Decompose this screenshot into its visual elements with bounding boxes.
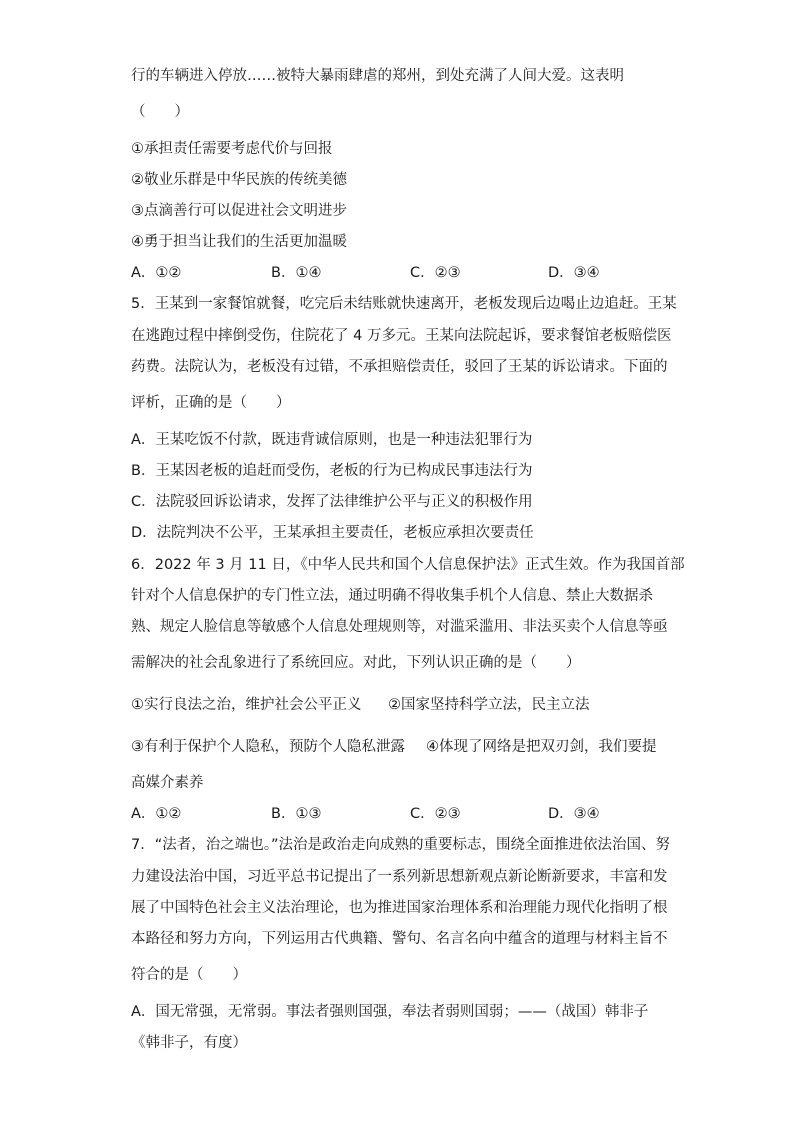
q6-statement-row-1 bbox=[131, 695, 671, 715]
q6-options bbox=[131, 804, 651, 824]
q5-stem-line-3: 药费。法院认为，老板没有过错，不承担赔偿责任，驳回了王某的诉讼请求。下面的 bbox=[131, 359, 668, 375]
q5-option-a: A．王某吃饭不付款，既违背诚信原则，也是一种违法犯罪行为 bbox=[131, 432, 533, 448]
q7-stem-line-3: 展了中国特色社会主义法治理论，也为推进国家治理体系和治理能力现代化指明了根 bbox=[131, 900, 668, 916]
q5-option-d: D．法院判决不公平，王某承担主要责任，老板应承担次要责任 bbox=[131, 525, 534, 541]
q6-statement-2: ②国家坚持科学立法，民主立法 bbox=[388, 697, 590, 713]
q4-answer-blank: （ ） bbox=[131, 104, 189, 120]
q4-statement-4: ④勇于担当让我们的生活更加温暖 bbox=[131, 234, 347, 250]
q6-statement-3: ③有利于保护个人隐私，预防个人隐私泄露 bbox=[131, 739, 405, 755]
q5-option-b: B．王某因老板的追赶而受伤，老板的行为已构成民事违法行为 bbox=[131, 463, 533, 479]
q5-stem-line-4: 评析，正确的是（ ） bbox=[131, 395, 291, 411]
q4-statement-1: ①承担责任需要考虑代价与回报 bbox=[131, 141, 333, 157]
q4-option-b: B．①④ bbox=[271, 265, 322, 281]
q4-statement-3: ③点滴善行可以促进社会文明进步 bbox=[131, 203, 347, 219]
q6-statement-row-2 bbox=[131, 737, 671, 757]
q6-statement-4: ④体现了网络是把双刃剑，我们要提 bbox=[426, 739, 657, 755]
q6-stem-line-1: 6．2022 年 3 月 11 日，《中华人民共和国个人信息保护法》正式生效。作为我国首部 bbox=[131, 557, 685, 573]
q5-stem-line-2: 在逃跑过程中摔倒受伤，住院花了 4 万多元。王某向法院起诉，要求餐馆老板赔偿医 bbox=[131, 328, 672, 344]
q4-options bbox=[131, 263, 651, 283]
q6-stem-line-4: 需解决的社会乱象进行了系统回应。对此，下列认识正确的是（ ） bbox=[131, 655, 581, 671]
q6-statement-1: ①实行良法之治，维护社会公平正义 bbox=[131, 697, 362, 713]
q6-option-b: B．①③ bbox=[271, 806, 322, 822]
q4-stem-line: 行的车辆进入停放……被特大暴雨肆虐的郑州，到处充满了人间大爱。这表明 bbox=[131, 68, 624, 84]
q7-option-a-line-1: A．国无常强，无常弱。事法者强则国强，奉法者弱则国弱；——（战国）韩非子 bbox=[131, 1004, 649, 1020]
q7-stem-line-2: 力建设法治中国，习近平总书记提出了一系列新思想新观点新论断新要求，丰富和发 bbox=[131, 869, 668, 885]
q4-option-d: D．③④ bbox=[548, 265, 600, 281]
q7-stem-line-5: 符合的是（ ） bbox=[131, 967, 247, 983]
q6-stem-line-3: 熟、规定人脸信息等敏感个人信息处理规则等，对滥采滥用、非法买卖个人信息等亟 bbox=[131, 619, 668, 635]
q4-option-c: C．②③ bbox=[410, 265, 461, 281]
q6-option-d: D．③④ bbox=[548, 806, 600, 822]
q5-stem-line-1: 5．王某到一家餐馆就餐，吃完后未结账就快速离开，老板发现后边喝止边追赶。王某 bbox=[131, 296, 677, 312]
q4-option-a: A．①② bbox=[131, 265, 182, 281]
q7-option-a-line-2: 《韩非子，有度） bbox=[131, 1035, 247, 1051]
q6-option-a: A．①② bbox=[131, 806, 182, 822]
q6-option-c: C．②③ bbox=[410, 806, 461, 822]
q7-stem-line-4: 本路径和努力方向，下列运用古代典籍、警句、名言名向中蕴含的道理与材料主旨不 bbox=[131, 931, 668, 947]
q4-statement-2: ②敬业乐群是中华民族的传统美德 bbox=[131, 172, 347, 188]
q6-statement-continuation: 高媒介素养 bbox=[131, 775, 204, 791]
q7-stem-line-1: 7．“法者，治之端也。”法治是政治走向成熟的重要标志，围绕全面推进依法治国、努 bbox=[131, 837, 670, 853]
q6-stem-line-2: 针对个人信息保护的专门性立法，通过明确不得收集手机个人信息、禁止大数据杀 bbox=[131, 588, 653, 604]
q5-option-c: C．法院驳回诉讼请求，发挥了法律维护公平与正义的积极作用 bbox=[131, 494, 533, 510]
